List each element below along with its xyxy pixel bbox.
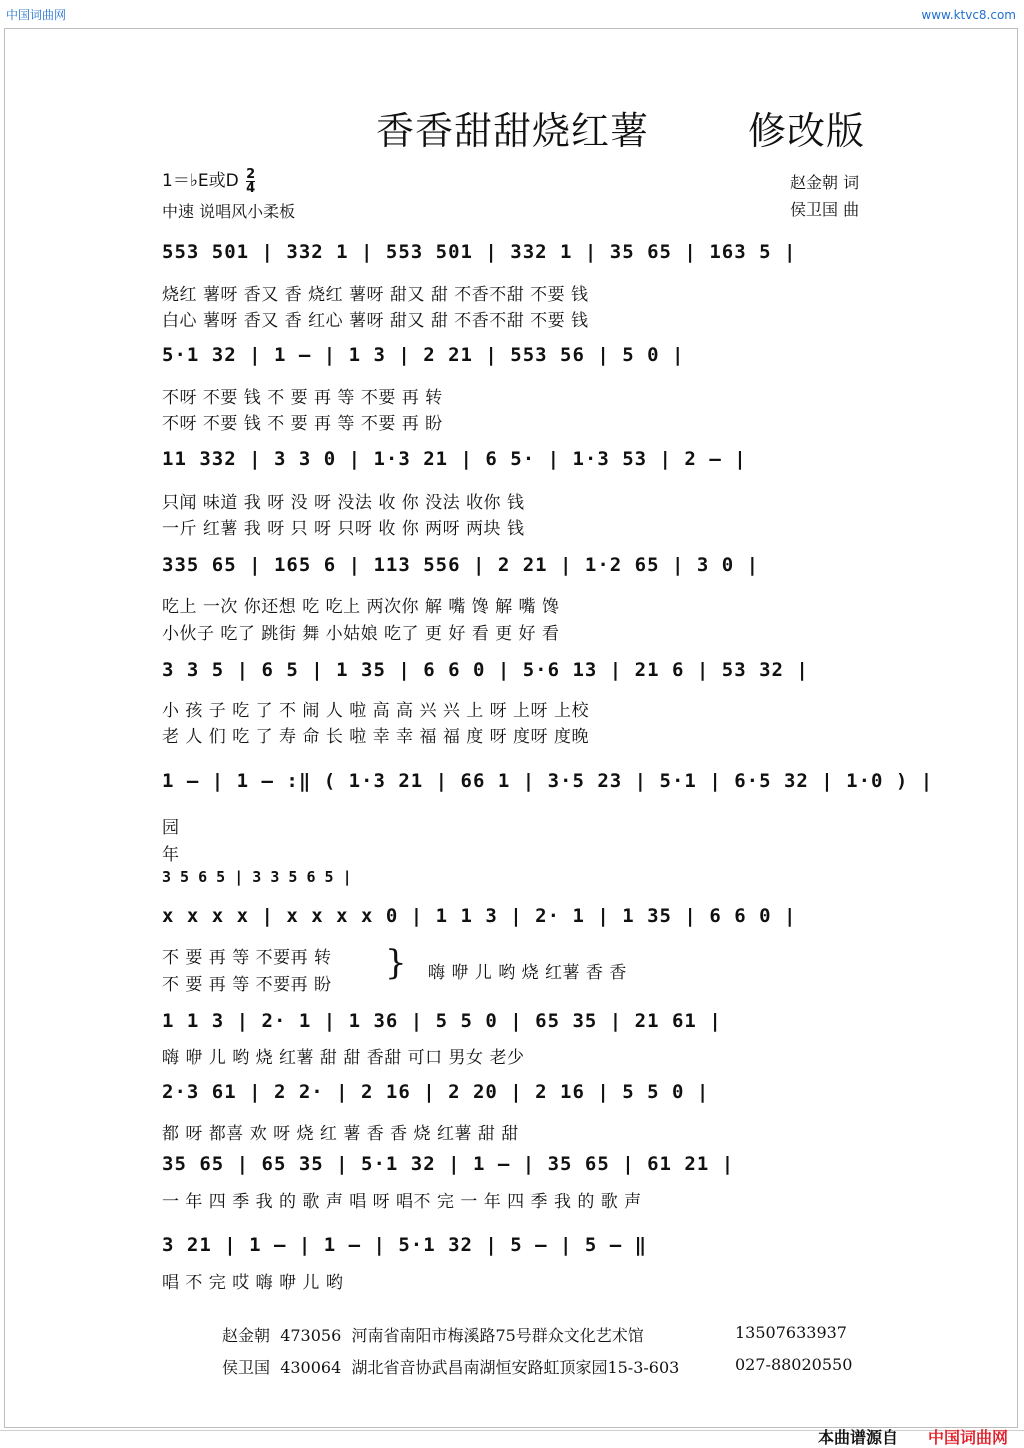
lyric-row-10: 一 年 四 季 我 的 歌 声 唱 呀 唱不 完 一 年 四 季 我 的 歌 声 [162,1192,642,1212]
contact-address: 湖北省音协武昌南湖恒安路虹顶家园15-3-603 [351,1358,680,1377]
source-site-link[interactable]: 中国词曲网 [928,1428,1009,1447]
notation-row-1: 553 501 | 332 1 | 553 501 | 332 1 | 35 65 | 163 5 | [162,241,797,263]
lyric-row-7-shared: 嗨 咿 儿 哟 烧 红薯 香 香 [428,963,627,983]
lyric-row-4-verse-2: 小伙子 吃了 跳街 舞 小姑娘 吃了 更 好 看 更 好 看 [162,624,560,644]
contact-zip: 430064 [280,1358,342,1377]
watermark-left[interactable]: 中国词曲网 [6,8,67,22]
lyric-row-6-verse-2: 年 [162,845,180,865]
contact-phone-composer: 027-88020550 [735,1355,853,1374]
lyric-row-4-verse-1: 吃上 一次 你还想 吃 吃上 两次你 解 嘴 馋 解 嘴 馋 [162,597,560,617]
notation-row-3: 11 332 | 3 3 0 | 1·3 21 | 6 5· | 1·3 53 | 2 – | [162,448,747,470]
lyric-row-11: 唱 不 完 哎 嗨 咿 儿 哟 [162,1273,344,1293]
notation-row-6: 1 – | 1 – :‖ ( 1·3 21 | 66 1 | 3·5 23 | 5·1 | 6·5 32 | 1·0 ) | [162,770,934,792]
time-top: 2 [246,166,256,182]
song-title: 香香甜甜烧红薯 [376,109,650,153]
brace-symbol: } [385,943,408,983]
lyric-row-7-verse-2: 不 要 再 等 不要再 盼 [162,975,332,995]
lyric-row-5-verse-2: 老 人 们 吃 了 寿 命 长 啦 幸 幸 福 福 度 呀 度呀 度晚 [162,727,589,747]
lyric-row-6-verse-1: 园 [162,818,180,838]
contact-phone-lyricist: 13507633937 [735,1323,847,1342]
notation-row-8: 1 1 3 | 2· 1 | 1 36 | 5 5 0 | 65 35 | 21 61 | [162,1010,722,1032]
lyric-row-7-verse-1: 不 要 再 等 不要再 转 [162,948,332,968]
lyric-row-3-verse-2: 一斤 红薯 我 呀 只 呀 只呀 收 你 两呀 两块 钱 [162,519,525,539]
watermark-right[interactable]: www.ktvc8.com [921,8,1016,22]
contact-zip: 473056 [280,1326,342,1345]
rhythm-hint-row: 3 5 6 5 | 3 3 5 6 5 | [162,868,352,886]
time-signature [246,168,255,195]
contact-row-lyricist [222,1323,644,1346]
composer-credit: 侯卫国 曲 [790,200,860,219]
contact-row-composer [222,1355,679,1378]
notation-row-2: 5·1 32 | 1 – | 1 3 | 2 21 | 553 56 | 5 0 | [162,344,685,366]
notation-row-5: 3 3 5 | 6 5 | 1 35 | 6 6 0 | 5·6 13 | 21 6 | 53 32 | [162,659,809,681]
notation-row-11: 3 21 | 1 – | 1 – | 5·1 32 | 5 – | 5 – ‖ [162,1234,648,1256]
contact-address: 河南省南阳市梅溪路75号群众文化艺术馆 [351,1326,644,1345]
notation-row-7: x x x x | x x x x 0 | 1 1 3 | 2· 1 | 1 35 | 6 6 0 | [162,905,797,927]
notation-row-10: 35 65 | 65 35 | 5·1 32 | 1 – | 35 65 | 61 21 | [162,1153,735,1175]
tempo-marking: 中速 说唱风小柔板 [162,202,296,221]
lyric-row-1-verse-2: 白心 薯呀 香又 香 红心 薯呀 甜又 甜 不香不甜 不要 钱 [162,311,589,331]
notation-row-4: 335 65 | 165 6 | 113 556 | 2 21 | 1·2 65 | 3 0 | [162,554,760,576]
contact-name: 赵金朝 [222,1326,271,1345]
contact-name: 侯卫国 [222,1358,271,1377]
lyric-row-3-verse-1: 只闻 味道 我 呀 没 呀 没法 收 你 没法 收你 钱 [162,493,525,513]
lyric-row-9: 都 呀 都喜 欢 呀 烧 红 薯 香 香 烧 红薯 甜 甜 [162,1124,519,1144]
key-signature [162,166,255,195]
notation-row-9: 2·3 61 | 2 2· | 2 16 | 2 20 | 2 16 | 5 5 0 | [162,1081,710,1103]
lyric-row-1-verse-1: 烧红 薯呀 香又 香 烧红 薯呀 甜又 甜 不香不甜 不要 钱 [162,285,589,305]
lyric-row-8: 嗨 咿 儿 哟 烧 红薯 甜 甜 香甜 可口 男女 老少 [162,1048,525,1068]
time-bottom: 4 [246,180,256,196]
key-text: 1＝♭E或D [162,171,239,191]
source-label: 本曲谱源自 [818,1428,899,1447]
version-label: 修改版 [748,109,866,153]
lyric-row-2-verse-1: 不呀 不要 钱 不 要 再 等 不要 再 转 [162,388,443,408]
lyric-row-5-verse-1: 小 孩 子 吃 了 不 闹 人 啦 高 高 兴 兴 上 呀 上呀 上校 [162,701,589,721]
lyricist-credit: 赵金朝 词 [790,173,860,192]
lyric-row-2-verse-2: 不呀 不要 钱 不 要 再 等 不要 再 盼 [162,414,443,434]
